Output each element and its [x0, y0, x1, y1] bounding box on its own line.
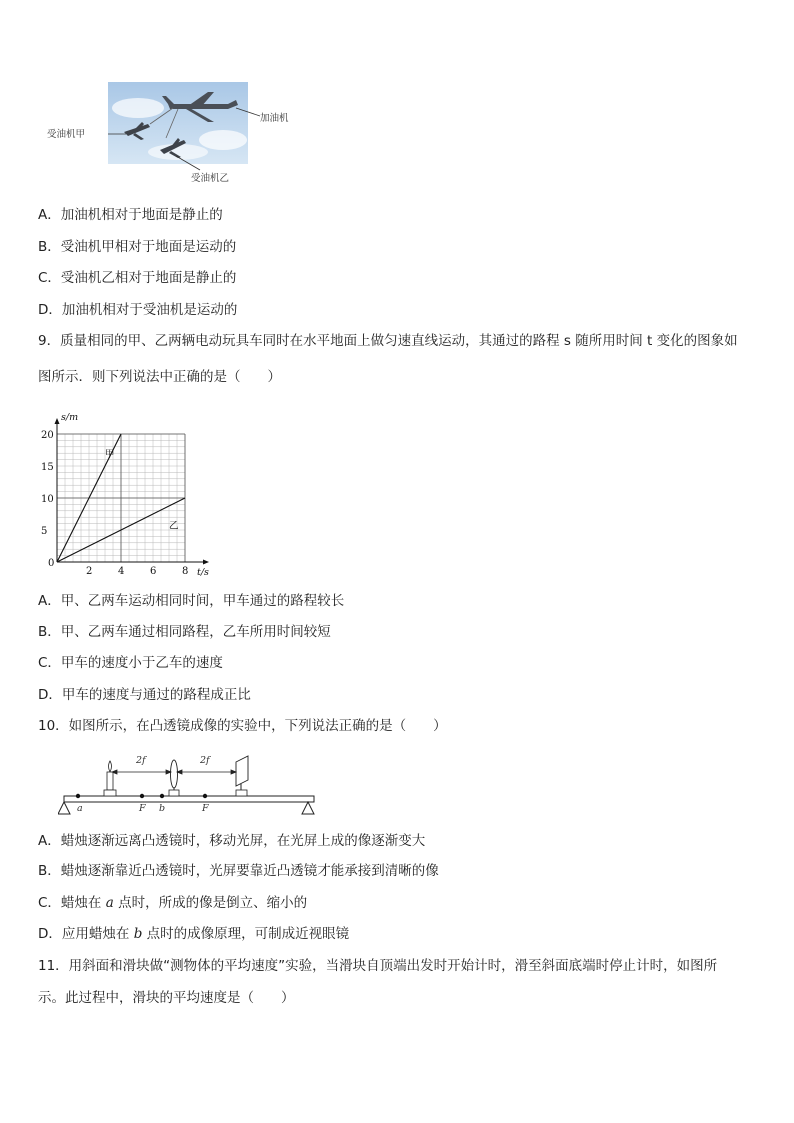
q11-stem-line1: 11．用斜面和滑块做“测物体的平均速度”实验，当滑块自顶端出发时开始计时，滑至斜面底端时停止计时，如图所	[38, 958, 718, 974]
series-label-yi: 乙	[169, 520, 179, 532]
y-tick-label: 15	[41, 462, 54, 473]
bench-leg-right	[302, 802, 314, 814]
q9-option-b: B．甲、乙两车通过相同路程，乙车所用时间较短	[38, 624, 331, 640]
q10-option-c-pre: C．蜡烛在	[38, 895, 106, 911]
y-tick-label: 5	[41, 526, 48, 537]
x-tick-label: 4	[118, 566, 125, 577]
q9-option-c: C．甲车的速度小于乙车的速度	[38, 655, 223, 671]
x-axis-label: t/s	[197, 567, 209, 578]
lens-bench-svg	[58, 752, 320, 822]
y-tick-label: 10	[41, 494, 54, 505]
point-b-marker	[160, 794, 164, 798]
x-tick-label: 2	[86, 566, 93, 577]
label-point-F-left: F	[139, 803, 146, 814]
x-tick-label: 0	[48, 558, 55, 569]
q10-option-c-var: a	[105, 895, 114, 911]
q8-option-c: C．受油机乙相对于地面是静止的	[38, 270, 237, 286]
x-tick-label: 8	[182, 566, 189, 577]
q9-option-d: D．甲车的速度与通过的路程成正比	[38, 687, 251, 703]
y-tick-label: 20	[41, 430, 54, 441]
receiver-b-label: 受油机乙	[191, 173, 230, 184]
q10-option-d	[38, 924, 349, 944]
q8-option-d: D．加油机相对于受油机是运动的	[38, 302, 238, 318]
q9-stem-line2: 图所示．则下列说法中正确的是（ ）	[38, 369, 281, 385]
q8-option-b: B．受油机甲相对于地面是运动的	[38, 239, 237, 255]
label-2f-left: 2f	[136, 755, 146, 766]
x-tick-label: 6	[150, 566, 157, 577]
q10-option-c-post: 点时，所成的像是倒立、缩小的	[113, 895, 308, 911]
q9-stem-line1: 9．质量相同的甲、乙两辆电动玩具车同时在水平地面上做匀速直线运动，其通过的路程 s 随所用时间 t 变化的图象如	[38, 333, 738, 349]
y-axis-arrow	[55, 418, 60, 424]
series-label-jia: 甲	[105, 449, 115, 461]
q10-option-a: A．蜡烛逐渐远离凸透镜时，移动光屏，在光屏上成的像逐渐变大	[38, 833, 426, 849]
s-t-graph-svg	[30, 404, 220, 580]
q10-option-d-post: 点时的成像原理，可制成近视眼镜	[142, 926, 350, 942]
optical-bench	[64, 796, 314, 802]
s-t-graph	[30, 404, 220, 580]
q10-option-d-var: b	[133, 926, 143, 942]
point-a-marker	[76, 794, 80, 798]
x-axis-arrow	[203, 560, 209, 565]
lens-bench-figure	[58, 752, 320, 822]
label-point-a: a	[77, 803, 83, 814]
label-point-F-right: F	[202, 803, 209, 814]
tanker-label: 加油机	[260, 113, 289, 124]
refueling-photo	[38, 78, 308, 188]
q10-stem: 10．如图所示，在凸透镜成像的实验中，下列说法正确的是（ ）	[38, 718, 447, 734]
candle-icon	[104, 761, 116, 796]
point-F-right-marker	[203, 794, 207, 798]
q10-option-b: B．蜡烛逐渐靠近凸透镜时，光屏要靠近凸透镜才能承接到清晰的像	[38, 863, 439, 879]
bench-leg-left	[58, 802, 70, 814]
label-point-b: b	[159, 803, 166, 814]
q9-option-a: A．甲、乙两车运动相同时间，甲车通过的路程较长	[38, 593, 345, 609]
q10-option-c	[38, 893, 307, 913]
receiver-a-label: 受油机甲	[47, 129, 86, 140]
label-2f-right: 2f	[200, 755, 210, 766]
q11-stem-line2: 示。此过程中，滑块的平均速度是（ ）	[38, 990, 295, 1006]
light-screen-icon	[236, 756, 248, 796]
y-axis-label: s/m	[61, 412, 79, 423]
convex-lens-icon	[169, 760, 179, 796]
q8-option-a: A．加油机相对于地面是静止的	[38, 207, 223, 223]
point-F-left-marker	[140, 794, 144, 798]
q10-option-d-pre: D．应用蜡烛在	[38, 926, 134, 942]
